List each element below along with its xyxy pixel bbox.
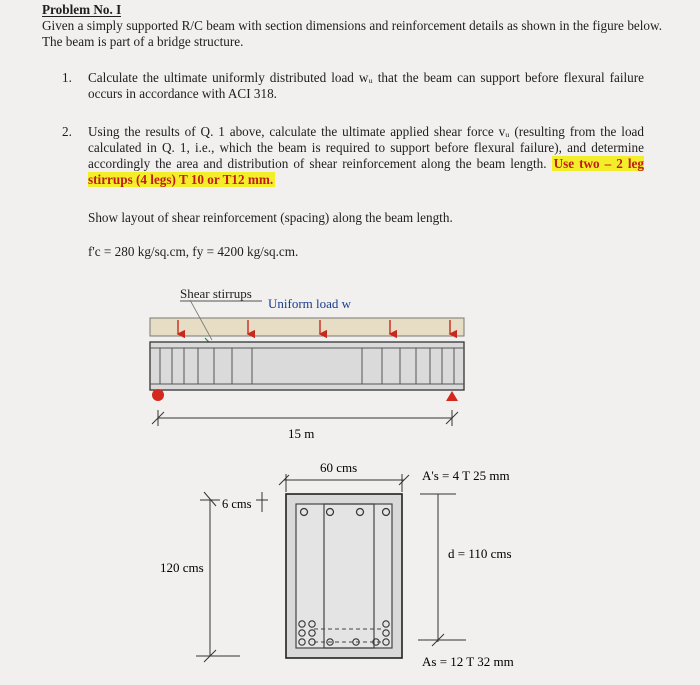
question-2-highlight: Use two – 2 leg stirrups (4 legs) T 10 or T12 mm. (88, 156, 645, 187)
uniform-load-label: Uniform load w (268, 296, 352, 311)
cover-label: 6 cms (222, 497, 252, 511)
question-2-text: Using the results of Q. 1 above, calculate the ultimate applied shear force vᵤ (resulting from the load calculated in Q. 1, i.e., which the beam is required to support before flexural failure), and determine accordingly the area and distribution of shear reinforcement along the beam length. (88, 124, 644, 171)
effective-depth-label: d = 110 cms (448, 546, 512, 561)
top-steel-label: A's = 4 T 25 mm (422, 468, 510, 483)
problem-intro: Given a simply supported R/C beam with section dimensions and reinforcement details as shown in the figure below. The beam is part of a bridge structure. (42, 18, 662, 49)
bottom-steel-label: As = 12 T 32 mm (422, 654, 514, 669)
section-height-label: 120 cms (160, 560, 204, 575)
question-1-text: Calculate the ultimate uniformly distributed load wᵤ that the beam can support before flexural failure occurs in accordance with ACI 318. (88, 70, 644, 101)
section-width-label: 60 cms (320, 460, 358, 475)
uniform-load-strip (150, 318, 464, 336)
show-layout-instruction: Show layout of shear reinforcement (spacing) along the beam length. (88, 210, 453, 225)
span-label: 15 m (288, 426, 315, 441)
material-properties: f'c = 280 kg/sq.cm, fy = 4200 kg/sq.cm. (88, 244, 299, 259)
pin-support (152, 389, 164, 401)
beam-elevation (150, 342, 464, 390)
question-1-number: 1. (62, 70, 72, 85)
roller-support (446, 391, 458, 401)
shear-stirrups-label: Shear stirrups (180, 286, 252, 301)
problem-title: Problem No. I (42, 2, 122, 17)
question-2-number: 2. (62, 124, 72, 139)
